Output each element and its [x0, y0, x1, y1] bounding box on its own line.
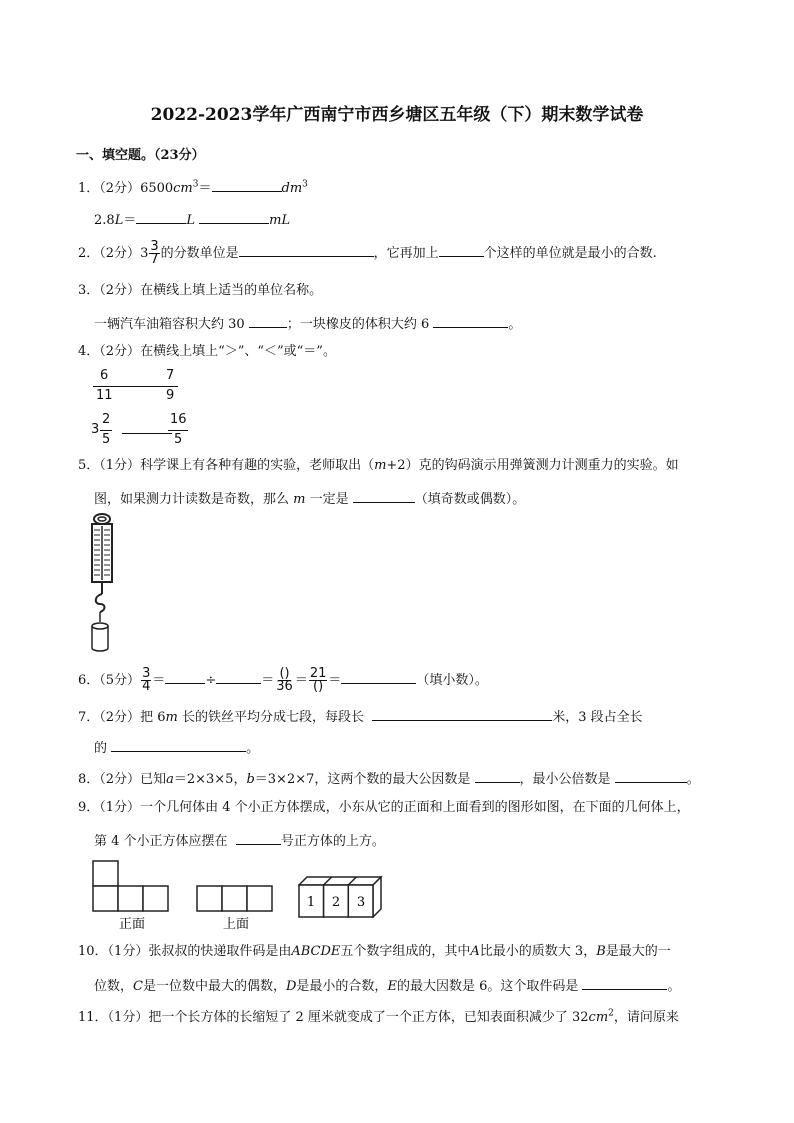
cube-label-3: 3	[356, 895, 366, 910]
denominator: 9	[166, 388, 175, 403]
question-7-line-2: 的 。	[94, 738, 259, 757]
top-view-label: 上面	[222, 917, 250, 932]
question-7: 7．（2分）把 6m 长的铁丝平均分成七段，每段长 米，3 段占全长	[78, 707, 643, 726]
front-view-label: 正面	[118, 917, 146, 932]
answer-blank[interactable]	[199, 210, 269, 224]
cube-solid-figure	[298, 876, 384, 918]
question-6: 6．（5分） $\frac{3}{4}$ ＝ ÷ ＝ $\frac{()}{36}$ ＝ $\frac{21}{()}$ ＝ （填小数）。	[78, 666, 488, 694]
question-1-part-2: 2.8L＝ L mL	[94, 210, 290, 229]
top-view-figure	[196, 884, 276, 932]
answer-blank[interactable]	[122, 433, 172, 434]
spring-scale-illustration	[84, 508, 124, 654]
answer-blank[interactable]	[216, 670, 261, 684]
numerator: 7	[166, 368, 175, 383]
denominator: 5	[174, 432, 183, 447]
question-11: 11．（1分）把一个长方体的长缩短了 2 厘米就变成了一个正方体，已知表面积减少了 $32cm^2$，请问原来	[78, 1008, 679, 1025]
numerator: 16	[170, 412, 187, 427]
cube-label-2: 2	[331, 895, 341, 910]
answer-blank[interactable]	[341, 670, 416, 684]
answer-blank[interactable]	[239, 243, 374, 257]
numerator: 6	[100, 368, 109, 383]
question-3: 3．（2分）在横线上填上适当的单位名称。	[78, 283, 323, 298]
fraction-bar	[100, 430, 112, 431]
question-10: 10．（1分）张叔叔的快递取件码是由ABCDE五个数字组成的，其中A比最小的质数大 3，B是最大的一	[78, 944, 671, 959]
answer-blank[interactable]	[372, 707, 552, 721]
question-10-line-2: 位数，C是一位数中最大的偶数，D是最小的合数，E的最大因数是 6。这个取件码是 。	[94, 976, 681, 995]
question-9-line-2: 第 4 个小正方体应摆在 号正方体的上方。	[94, 831, 385, 850]
answer-blank[interactable]	[475, 769, 520, 783]
answer-blank[interactable]	[249, 314, 287, 328]
whole-number: 3	[91, 422, 100, 437]
answer-blank[interactable]	[136, 210, 186, 224]
question-9: 9．（1分）一个几何体由 4 个小正方体摆成，小东从它的正面和上面看到的图形如图，在下面的几何体上，	[78, 800, 690, 815]
question-4: 4．（2分）在横线上填上“＞”、“＜”或“＝”。	[78, 344, 336, 359]
question-5-line-2: 图，如果测力计读数是奇数，那么 m 一定是 （填奇数或偶数）。	[94, 489, 525, 508]
fraction: $\frac{3}{7}$	[150, 239, 159, 267]
answer-blank[interactable]	[93, 386, 178, 387]
answer-blank[interactable]	[111, 738, 246, 752]
question-8: 8．（2分）已知a＝2×3×5，b＝3×2×7，这两个数的最大公因数是 ，最小公倍数是 。	[78, 769, 700, 788]
page-title: 2022-2023学年广西南宁市西乡塘区五年级（下）期末数学试卷	[150, 105, 644, 125]
numerator: 2	[102, 412, 111, 427]
section-heading: 一、填空题。（23分）	[76, 148, 205, 163]
front-view-figure	[92, 860, 172, 932]
question-1: 1．（2分）$6500cm^3= dm^3$	[78, 179, 308, 196]
answer-blank[interactable]	[433, 314, 508, 328]
answer-blank[interactable]	[439, 243, 484, 257]
answer-blank[interactable]	[615, 769, 687, 783]
question-5: 5．（1分）科学课上有各种有趣的实验，老师取出（m+2）克的钩码演示用弹簧测力计测重力的实验。如	[78, 458, 679, 473]
fraction-bar	[168, 430, 188, 431]
answer-blank[interactable]	[165, 670, 205, 684]
answer-blank[interactable]	[236, 831, 281, 845]
answer-blank[interactable]	[582, 976, 667, 990]
question-2: 2．（2分）3 $\frac{3}{7}$ 的分数单位是 ，它再加上 个这样的单位就是最小的合数.	[78, 239, 657, 267]
answer-blank[interactable]	[212, 178, 282, 192]
answer-blank[interactable]	[353, 489, 415, 503]
denominator: 5	[102, 432, 111, 447]
question-3-line-2: 一辆汽车油箱容积大约 30 ；一块橡皮的体积大约 6 。	[94, 314, 521, 333]
cube-label-1: 1	[306, 895, 316, 910]
denominator: 11	[96, 388, 113, 403]
